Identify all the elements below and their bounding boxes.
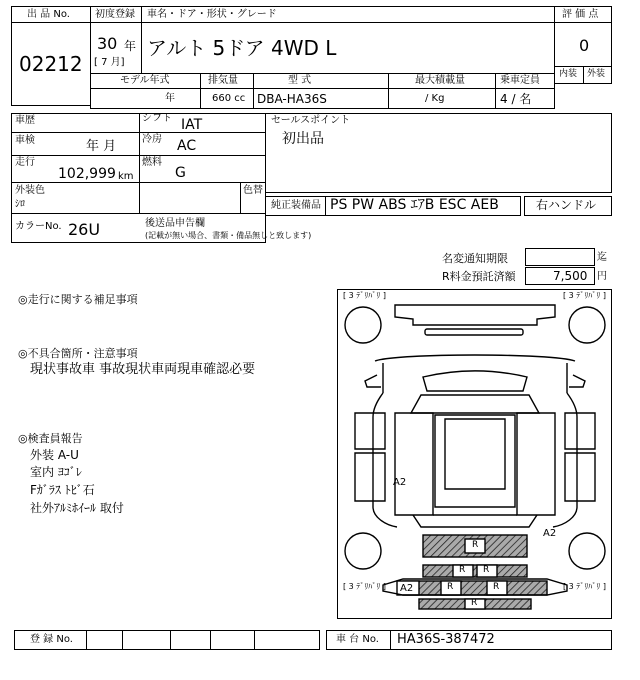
damage-mark: R bbox=[447, 582, 454, 592]
defect-notes-title: ◎不具合箇所・注意事項 bbox=[18, 347, 138, 360]
inspector-line: Fｶﾞﾗｽ ﾄﾋﾞ石 bbox=[30, 483, 95, 497]
capacity-value: 4 / 名 bbox=[500, 92, 532, 106]
ac-value: AC bbox=[177, 138, 197, 154]
ext-color-value: ｼﾛ bbox=[15, 199, 25, 210]
registration-label: 登 録 No. bbox=[30, 634, 73, 645]
steering-value: 右ハンドル bbox=[536, 198, 597, 212]
diagram-corner-label: [ 3 ﾃﾞﾘﾊﾞﾘ ] bbox=[343, 582, 386, 591]
recycle-label: R料金預託済額 bbox=[442, 270, 516, 283]
displacement-label: 排気量 bbox=[208, 75, 238, 86]
color-no-label: カラーNo. bbox=[15, 221, 62, 232]
fuel-value: G bbox=[175, 165, 186, 181]
damage-mark: A2 bbox=[543, 528, 557, 539]
interior-label: 内装 bbox=[559, 69, 578, 79]
score-value: 0 bbox=[579, 36, 590, 55]
chassis-value: HA36S-387472 bbox=[397, 632, 495, 647]
inspector-line: 社外ｱﾙﾐﾎｲｰﾙ 取付 bbox=[30, 501, 124, 515]
name-change-unit: 迄 bbox=[597, 252, 607, 263]
load-value: / Kg bbox=[425, 93, 445, 104]
diagram-corner-label: [ 3 ﾃﾞﾘﾊﾞﾘ ] bbox=[563, 291, 606, 300]
inspector-title: ◎検査員報告 bbox=[18, 432, 83, 445]
vehicle-label: 車名・ドア・形状・グレード bbox=[147, 9, 277, 20]
model-year-label: モデル年式 bbox=[120, 75, 170, 86]
selling-point-label: セールスポイント bbox=[271, 115, 351, 126]
name-change-box bbox=[525, 248, 595, 266]
repaint-label: 色替 bbox=[243, 185, 263, 196]
mileage-value: 102,999 bbox=[58, 166, 116, 182]
displacement-value: 660 cc bbox=[212, 93, 246, 104]
shift-value: IAT bbox=[181, 117, 203, 133]
first-reg-label: 初度登録 bbox=[95, 9, 135, 20]
capacity-label: 乗車定員 bbox=[500, 75, 540, 86]
lot-number: 02212 bbox=[19, 52, 83, 76]
inspector-line: 外装 A-U bbox=[30, 448, 79, 462]
exterior-label: 外装 bbox=[587, 69, 606, 79]
fuel-label: 燃料 bbox=[142, 157, 162, 168]
chassis-label: 車 台 No. bbox=[336, 634, 379, 645]
model-year-value: 年 bbox=[165, 93, 175, 104]
damage-mark: R bbox=[459, 565, 466, 575]
inspector-line: 室内 ﾖｺﾞﾚ bbox=[30, 465, 82, 479]
history-label: 車歴 bbox=[15, 115, 35, 126]
selling-point-value: 初出品 bbox=[282, 131, 324, 147]
diagram-corner-label: [ 3 ﾃﾞﾘﾊﾞﾘ ] bbox=[343, 291, 386, 300]
damage-mark: R bbox=[471, 598, 478, 608]
recycle-value: 7,500 bbox=[553, 269, 588, 283]
equipment-label: 純正装備品 bbox=[271, 200, 321, 211]
post-decl-label: 後送品申告欄 bbox=[145, 218, 205, 229]
first-reg-year: 30 bbox=[97, 34, 118, 53]
damage-mark: R bbox=[472, 540, 479, 550]
first-reg-month: [ 7 月] bbox=[94, 57, 125, 68]
vehicle-name: アルト 5ドア 4WD L bbox=[147, 36, 337, 60]
equipment-value: PS PW ABS ｴｱB ESC AEB bbox=[330, 197, 499, 213]
inspection-label: 車検 bbox=[15, 135, 35, 146]
diagram-corner-label: [ 3 ﾃﾞﾘﾊﾞﾘ ] bbox=[563, 582, 606, 591]
score-label: 評 価 点 bbox=[562, 9, 599, 20]
name-change-label: 名変通知期限 bbox=[442, 252, 508, 265]
damage-mark: R bbox=[483, 565, 490, 575]
damage-mark: A2 bbox=[393, 477, 407, 488]
load-label: 最大積載量 bbox=[415, 75, 465, 86]
defect-notes-text: 現状事故車 事故現状車両現車確認必要 bbox=[30, 362, 256, 377]
mileage-label: 走行 bbox=[15, 157, 35, 168]
mileage-unit: km bbox=[118, 171, 134, 182]
lot-label: 出 品 No. bbox=[27, 9, 70, 20]
inspection-value: 年 月 bbox=[86, 139, 117, 154]
damage-mark: R bbox=[493, 582, 500, 592]
model-code-value: DBA-HA36S bbox=[257, 92, 327, 106]
color-no-value: 26U bbox=[68, 220, 101, 239]
post-decl-note: (記載が無い場合、書類・備品無しと致します) bbox=[145, 231, 312, 240]
damage-diagram bbox=[337, 289, 612, 619]
year-unit: 年 bbox=[124, 39, 137, 53]
driving-notes-title: ◎走行に関する補足事項 bbox=[18, 293, 138, 306]
damage-mark: A2 bbox=[400, 583, 414, 594]
shift-label: シフト bbox=[142, 113, 172, 124]
ext-color-label: 外装色 bbox=[15, 185, 45, 196]
ac-label: 冷房 bbox=[142, 134, 162, 145]
recycle-unit: 円 bbox=[597, 271, 607, 282]
model-code-label: 型 式 bbox=[288, 75, 312, 86]
